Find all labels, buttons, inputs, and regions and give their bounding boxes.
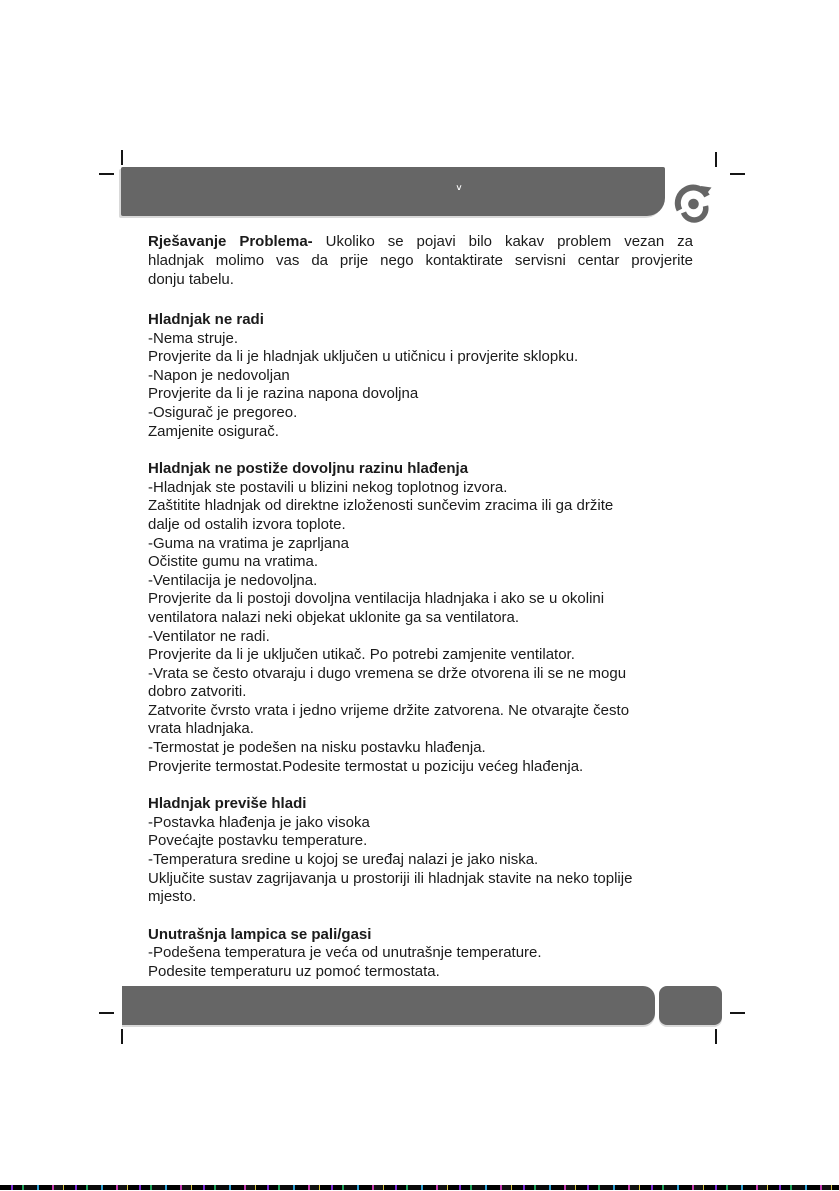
section-line: mjesto. [148, 888, 197, 906]
header-caret-mark: ˅ [456, 183, 462, 193]
footer-bar [122, 986, 655, 1025]
section-line: Povećajte postavku temperature. [148, 832, 368, 850]
crop-mark-top-left-vertical [121, 150, 123, 165]
section-line: -Postavka hlađenja je jako visoka [148, 813, 370, 831]
section-line: Zamjenite osigurač. [148, 422, 279, 440]
section-line: -Temperatura sredine u kojoj se uređaj nalazi je jako niska. [148, 851, 539, 869]
intro-paragraph [148, 232, 693, 289]
section-line: -Nema struje. [148, 329, 239, 347]
page-content [148, 232, 693, 982]
section-title: Hladnjak ne postiže dovoljnu razinu hlađenja [148, 460, 469, 478]
section-line: Zatvorite čvrsto vrata i jedno vrijeme držite zatvorena. Ne otvarajte često [148, 701, 630, 719]
intro-lead-rest: Ukoliko se pojavi bilo kakav problem vezan za [312, 233, 694, 250]
section-title: Hladnjak previše hladi [148, 795, 307, 813]
section-line: ventilatora nalazi neki objekat uklonite ga sa ventilatora. [148, 608, 520, 626]
section-line: Provjerite da li je uključen utikač. Po potrebi zamjenite ventilator. [148, 646, 575, 664]
crop-mark-bottom-right-horizontal [730, 1012, 745, 1014]
crop-mark-bottom-left-horizontal [99, 1012, 114, 1014]
crop-mark-top-right-vertical [715, 152, 717, 167]
section-line: -Hladnjak ste postavili u blizini nekog toplotnog izvora. [148, 478, 508, 496]
troubleshooting-section [148, 795, 693, 907]
section-line: -Ventilacija je nedovoljna. [148, 571, 318, 589]
crop-mark-top-right-horizontal [730, 173, 745, 175]
troubleshooting-section [148, 460, 693, 776]
footer-page-number-box [659, 986, 722, 1025]
section-line: dalje od ostalih izvora toplote. [148, 515, 346, 533]
section-line: -Guma na vratima je zaprljana [148, 534, 349, 552]
intro-line [148, 232, 693, 251]
section-line: Provjerite da li je razina napona dovoljna [148, 385, 419, 403]
scan-noise-strip [0, 1185, 839, 1190]
section-line: -Ventilator ne radi. [148, 627, 270, 645]
section-line: -Napon je nedovoljan [148, 366, 290, 384]
troubleshooting-section [148, 311, 693, 441]
section-line: dobro zatvoriti. [148, 683, 247, 701]
crop-mark-bottom-right-vertical [715, 1029, 717, 1044]
intro-lead-bold: Rješavanje Problema- [148, 233, 313, 250]
intro-line: donju tabelu. [148, 271, 234, 288]
section-line: Uključite sustav zagrijavanja u prostoriji ili hladnjak stavite na neko toplije [148, 869, 633, 887]
troubleshooting-section [148, 926, 693, 982]
section-line: -Vrata se često otvaraju i dugo vremena se drže otvorena ili se ne mogu [148, 664, 627, 682]
section-line: Provjerite termostat.Podesite termostat u poziciju većeg hlađenja. [148, 757, 584, 775]
section-line: -Osigurač je pregoreo. [148, 403, 298, 421]
section-title: Hladnjak ne radi [148, 311, 264, 328]
crop-mark-bottom-left-vertical [121, 1029, 123, 1044]
section-title: Unutrašnja lampica se pali/gasi [148, 925, 372, 943]
section-line: -Termostat je podešen na nisku postavku hlađenja. [148, 739, 486, 757]
section-line: Provjerite da li je hladnjak uključen u utičnicu i provjerite sklopku. [148, 348, 579, 366]
section-line: -Podešena temperatura je veća od unutrašnje temperature. [148, 944, 542, 962]
spiral-logo-icon [674, 183, 714, 223]
section-line: Podesite temperaturu uz pomoć termostata. [148, 963, 440, 980]
section-line: vrata hladnjaka. [148, 720, 254, 738]
header-bar [121, 167, 665, 216]
intro-line: hladnjak molimo vas da prije nego kontaktirate servisni centar provjerite [148, 252, 693, 269]
crop-mark-top-left-horizontal [99, 173, 114, 175]
sections [148, 311, 693, 982]
section-line: Očistite gumu na vratima. [148, 553, 319, 571]
section-line: Provjerite da li postoji dovoljna ventilacija hladnjaka i ako se u okolini [148, 590, 605, 608]
section-line: Zaštitite hladnjak od direktne izloženosti sunčevim zracima ili ga držite [148, 497, 614, 515]
